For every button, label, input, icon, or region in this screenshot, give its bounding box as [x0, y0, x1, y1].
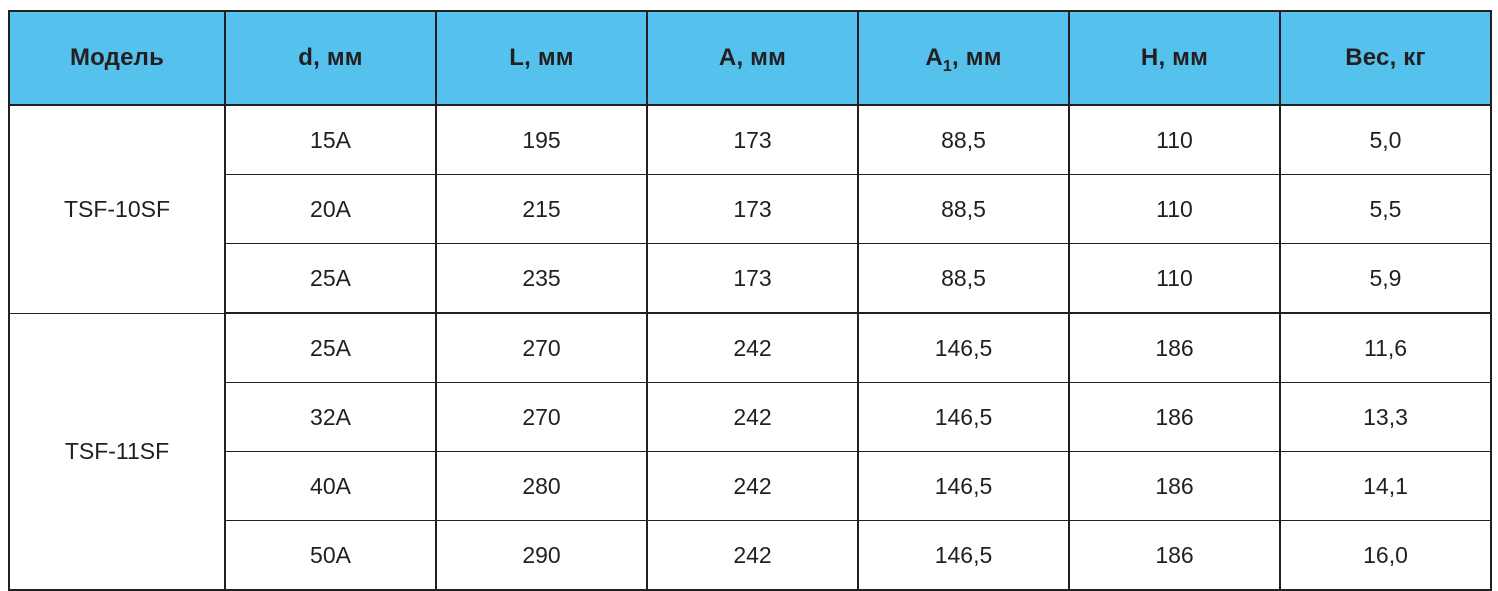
cell-d: 15A [225, 105, 436, 175]
cell-a: 173 [647, 175, 858, 244]
cell-a1: 146,5 [858, 452, 1069, 521]
column-header-model: Модель [9, 11, 225, 105]
column-header-l: L, мм [436, 11, 647, 105]
cell-weight: 5,0 [1280, 105, 1491, 175]
cell-d: 25A [225, 244, 436, 314]
cell-l: 270 [436, 383, 647, 452]
cell-h: 186 [1069, 383, 1280, 452]
cell-d: 40A [225, 452, 436, 521]
cell-l: 270 [436, 313, 647, 383]
cell-a: 242 [647, 313, 858, 383]
column-header-weight: Вес, кг [1280, 11, 1491, 105]
cell-d: 20A [225, 175, 436, 244]
column-header-a1-base: A [925, 44, 943, 71]
cell-h: 186 [1069, 313, 1280, 383]
cell-weight: 16,0 [1280, 521, 1491, 591]
cell-d: 25A [225, 313, 436, 383]
cell-weight: 5,5 [1280, 175, 1491, 244]
cell-a1: 88,5 [858, 105, 1069, 175]
cell-d: 32A [225, 383, 436, 452]
column-header-a1 [858, 11, 1069, 105]
cell-l: 215 [436, 175, 647, 244]
table-row [9, 244, 1491, 314]
table-row [9, 313, 1491, 383]
cell-a: 173 [647, 105, 858, 175]
model-cell-tsf-10sf: TSF-10SF [9, 105, 225, 313]
cell-a1: 88,5 [858, 244, 1069, 314]
cell-l: 280 [436, 452, 647, 521]
cell-weight: 11,6 [1280, 313, 1491, 383]
column-header-a: A, мм [647, 11, 858, 105]
table-row [9, 521, 1491, 591]
column-header-a1-unit: , мм [952, 44, 1002, 71]
cell-l: 290 [436, 521, 647, 591]
table-row [9, 452, 1491, 521]
table-header-row [9, 11, 1491, 105]
table-body [9, 105, 1491, 590]
column-header-h: H, мм [1069, 11, 1280, 105]
column-header-a1-subscript: 1 [942, 57, 952, 75]
column-header-d: d, мм [225, 11, 436, 105]
table-row [9, 105, 1491, 175]
table-row [9, 383, 1491, 452]
cell-weight: 5,9 [1280, 244, 1491, 314]
cell-a1: 146,5 [858, 383, 1069, 452]
cell-a: 173 [647, 244, 858, 314]
cell-h: 110 [1069, 244, 1280, 314]
cell-a1: 88,5 [858, 175, 1069, 244]
cell-a: 242 [647, 521, 858, 591]
cell-a1: 146,5 [858, 313, 1069, 383]
table-row [9, 175, 1491, 244]
cell-a: 242 [647, 383, 858, 452]
cell-h: 110 [1069, 175, 1280, 244]
cell-h: 186 [1069, 521, 1280, 591]
cell-a1: 146,5 [858, 521, 1069, 591]
cell-weight: 13,3 [1280, 383, 1491, 452]
table-header [9, 11, 1491, 105]
cell-l: 235 [436, 244, 647, 314]
cell-l: 195 [436, 105, 647, 175]
cell-h: 110 [1069, 105, 1280, 175]
cell-weight: 14,1 [1280, 452, 1491, 521]
cell-d: 50A [225, 521, 436, 591]
specification-table [8, 10, 1492, 591]
model-cell-tsf-11sf: TSF-11SF [9, 313, 225, 590]
cell-a: 242 [647, 452, 858, 521]
cell-h: 186 [1069, 452, 1280, 521]
